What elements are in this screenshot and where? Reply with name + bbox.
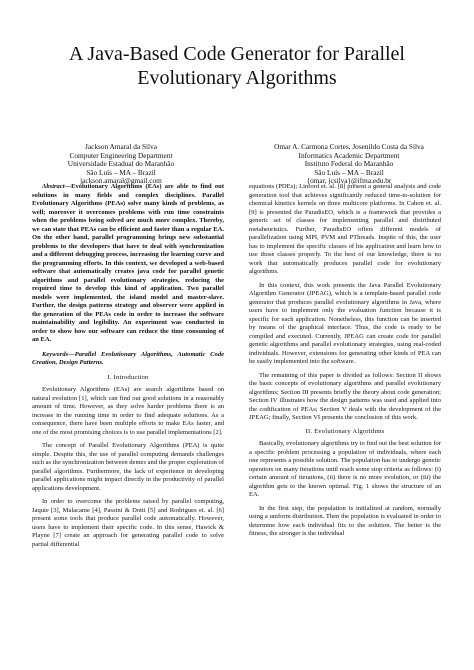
paragraph: Basically, evolutionary algorithms try to find out the best solution for a specific problem processing a population of individuals, where each one represents a possible solution. The population has to undergo genetic operators on many iterations until reach some stop criteria as follows: (i) certain amount of iterations, (ii) there is no more evolution, or (iii) the algorithm gets to the known optimal. Fig. 1 shows the structure of an EA. — [249, 440, 441, 498]
paragraph: In order to overcome the problems raised by parallel computing, Jaquie [3], Malacame [4], Passini & Dotti [5] and Rodrigues et. al. [6] present some tools that produce parallel code automatically. However, users have to implement their specific code. In this sense, Hawick & Playne [7] create an approach for generating parallel code to solve partial differential — [32, 498, 224, 548]
paragraph: The remaining of this paper is divided as follows: Section II shows the basic concepts of evolutionary algorithms and parallel evolutionary algorithms; Section III presents briefly the theory about code generation; Section IV illustrates how the design patterns was used and applied into the codification of PEAs; Section V deals with the development of the JPEAG; finally, Section VI presents the conclusion of this work. — [249, 371, 441, 421]
paragraph: Evolutionary Algorithms (EAs) are search algorithms based on natural evolution [1], which can find out good solutions in a reasonably amount of time. However, as they solve harder problems there is an increase in the running time in order to find adequate solutions. As a consequence, there have been multiple efforts to make EAs faster, and one of the most promising choices is to use parallel implementations [2]. — [32, 386, 224, 436]
author-email: {omar, jcsilva}@ifma.edu.br — [306, 176, 392, 186]
right-column — [249, 183, 441, 663]
author-affiliation: Universidade Estadual do Maranhão — [67, 159, 175, 169]
author-location: São Luís – MA – Brazil — [86, 167, 156, 177]
author-affiliation: Instituto Federal do Maranhão — [304, 159, 394, 169]
keywords — [32, 351, 224, 368]
abstract-text: —Evolutionary Algorithms (EAs) are able to find out solutions in many fields and complex disciplines. Parallel Evolutionary Algorithms (PEAs) solve many kinds of problems, as well; moreover it overcomes problems with run time constraints when the problems being solved are much more complex. Thereby, we can state that PEAs can be efficient and faster than a regular EA. On the other hand, parallel programming brings new substantial problems to the developers that have to deal with synchronization and a different debugging process, increasing the learning curve and the programming efforts. In this context, we developed a web-based software that automatically creates java code for parallel genetic algorithms and parallel evolutionary strategies, reducing the required time to develop this kind of application. Two parallel models were implemented, the island model and master-slave. Further, the design patterns strategy and observer were applied in the generation of the PEAs code in order to increase the software maintainability and legibility. An experiment was conducted in order to show how our software can reduce the time consuming of an EA. — [32, 183, 224, 343]
section-heading-evolutionary-algorithms: II. Evolutionary Algorithms — [305, 427, 385, 435]
paragraph: The concept of Parallel Evolutionary Algorithms (PEA) is quite simple. Despite this, the use of parallel computing demands challenges such as the synchronization between demes and the proper exploration of parallel algorithms. Furthermore, the lack of experience in developing parallel applications might impact directly in the productivity of parallel applications development. — [32, 442, 224, 492]
author-email: jackson.amaral@gmail.com — [80, 176, 162, 186]
author-block-1 — [36, 143, 206, 186]
paragraph: In this context, this work presents the Java Parallel Evolutionary Algorithm Generator (JPEAG), which is a template-based parallel code generator that produces parallel evolutionary algorithms in Java, where users have to implement only the evaluation function because it is specific for each application. Nonetheless, this function can be inserted by means of the graphical interface. Thus, the code is ready to be compiled and executed. Currently, JPEAG can create code for parallel genetic algorithms and parallel evolutionary strategies, using real-coded individuals. However, extensions for generating other kinds of PEA can be easily implemented into the software. — [249, 281, 441, 365]
paper-title: A Java-Based Code Generator for Parallel Evolutionary Algorithms — [69, 43, 405, 89]
keywords-text: —Parallel Evolutionary Algorithms, Automatic Code Creation, Design Patterns. — [32, 350, 224, 366]
left-column — [32, 183, 224, 663]
author-name: Jackson Amaral da Silva — [85, 142, 157, 151]
paragraph: In the first step, the population is initialized at random, normally using a uniform distribution. Then the population is evaluated in order to determine how each individual fits to the solution. The better is the fitness, the stronger is the individual — [249, 504, 441, 537]
section-heading-introduction: I. Introduction — [107, 373, 149, 381]
abstract — [32, 183, 224, 345]
paragraph: equations (PDEs); Linford et. al. [8] present a general analysis and code generation tool that achieves significantly reduced time-to-solution for chemical kinetics kernels on three multicore platforms. In Cahon et. al. [9] is presented the ParadisEO, which is a framework that provides a generic set of classes for implementing parallel and distributed metaheuristics. Further, ParadisEO offers different models of parallelization using MPI, PVM and PThreads. Inspite of this, the user has to implement the specific classes of his application and learn how to use those classes properly. To the best of our knowledge, there is no work that automatically produces parallel code for evolutionary algorithms. — [249, 183, 441, 275]
author-location: São Luís – MA – Brazil — [314, 167, 384, 177]
author-department: Computer Engineering Department — [69, 150, 173, 160]
abstract-label: Abstract — [42, 183, 65, 190]
author-department: Informatics Academic Department — [298, 150, 400, 160]
keywords-label: Keywords — [42, 350, 69, 358]
author-name: Omar A. Carmona Cortes, Josenildo Costa da Silva — [274, 142, 424, 151]
author-block-2 — [244, 143, 454, 186]
